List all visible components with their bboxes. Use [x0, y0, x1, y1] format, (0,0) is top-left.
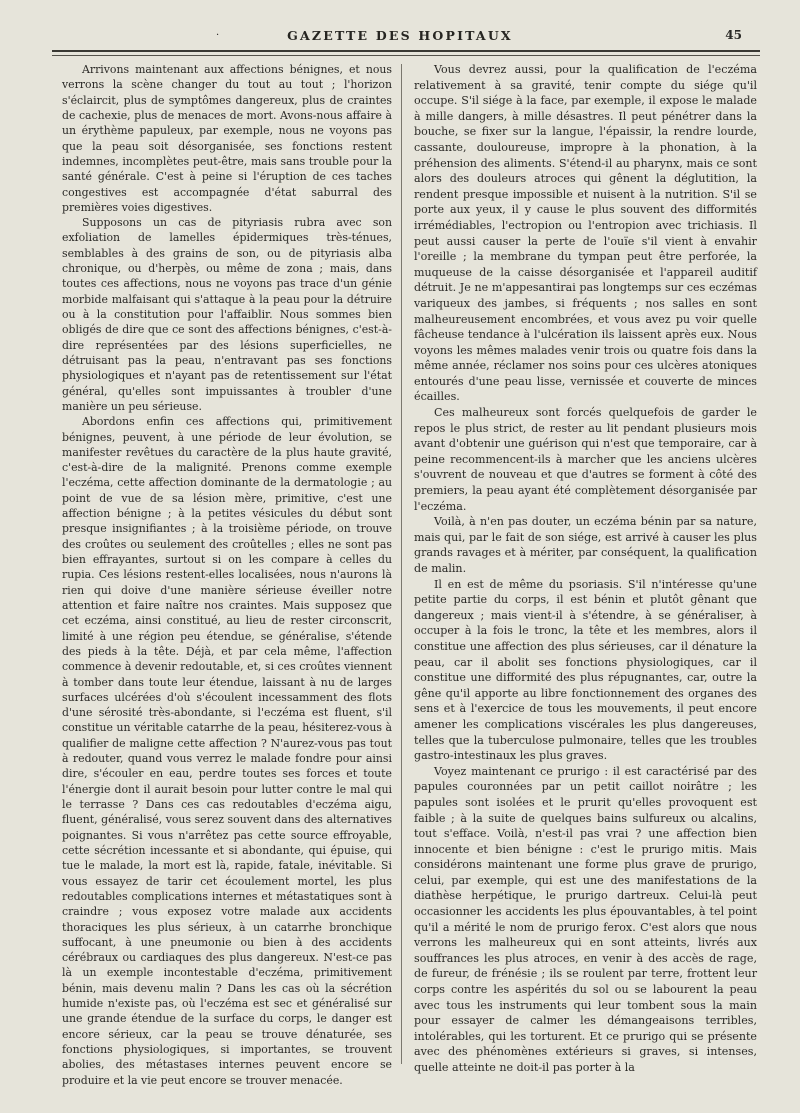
paragraph: Voyez maintenant ce prurigo : il est caractérisé par des papules couronnées par un petit caillot noirâtre ; les papules sont isolées et le prurit qu'elles provoquent est faible ; à la suite de quelques bains sulfureux ou alcalins, tout s'efface. Voilà, n'est-il pas vrai ? une affection bien innocente et bien bénigne : c'est le prurigo mitis. Mais considérons maintenant une forme plus grave de prurigo, celui, par exemple, qui est une des manifestations de la diathèse herpétique, le prurigo dartreux. Celui-là peut occasionner les accidents les plus épouvantables, à tel point qu'il a mérité le nom de prurigo ferox. C'est alors que nous verrons les malheureux qui en sont atteints, livrés aux souffrances les plus atroces, en venir à des accès de rage, de fureur, de frénésie ; ils se roulent par terre, frottent leur corps contre les aspérités du sol ou se labourent la peau avec tous les instruments qui leur tombent sous la main pour essayer de calmer les démangeaisons terribles, intolérables, qui les torturent. Et ce prurigo qui se présente avec des phénomènes extérieurs si graves, si intenses, quelle atteinte ne doit-il pas porter à la [414, 764, 757, 1074]
column-divider [401, 64, 402, 1064]
publication-title: GAZETTE DES HOPITAUX [287, 28, 513, 43]
paragraph: Abordons enfin ces affections qui, primitivement bénignes, peuvent, à une période de leur évolution, se manifester revêtues du caractère de la plus haute gravité, c'est-à-dire de la malignité. Prenons comme exemple l'eczéma, cette affection dominante de la dermatologie ; au point de vue de sa lésion mère, primitive, c'est une affection bénigne ; à la petites vésicules du début sont presque insignifiantes ; à la troisième période, on trouve des croûtes ou seulement des croûtelles ; elles ne sont pas bien effrayantes, surtout si on les compare à celles du rupia. Ces lésions restent-elles localisées, nous n'aurons là rien qui doive d'une manière sérieuse éveiller notre attention et faire naître nos craintes. Mais supposez que cet eczéma, ainsi constitué, au lieu de rester circonscrit, limité à une région peu étendue, se généralise, s'étende des pieds à la tête. Déjà, et par cela même, l'affection commence à devenir redoutable, et, si ces croûtes viennent à tomber dans toute leur étendue, laissant à nu de larges surfaces ulcérées d'où s'écoulent incessamment des flots d'une sérosité très-abondante, si l'eczéma est fluent, s'il constitue un véritable catarrhe de la peau, hésiterez-vous à qualifier de maligne cette affection ? N'aurez-vous pas tout à redouter, quand vous verrez le malade fondre pour ainsi dire, s'écouler en eau, perdre toutes ses forces et toute l'énergie dont il aurait besoin pour lutter contre le mal qui le terrasse ? Dans ces cas redoutables d'eczéma aigu, fluent, généralisé, vous serez souvent dans des alternatives poignantes. Si vous n'arrêtez pas cette source effroyable, cette sécrétion incessante et si abondante, qui épuise, qui tue le malade, la mort est là, rapide, fatale, inévitable. Si vous essayez de tarir cet écoulement mortel, les plus redoutables complications internes et métastatiques sont à craindre ; vous exposez votre malade aux accidents thoraciques les plus sérieux, à un catarrhe bronchique suffocant, à une pneumonie ou bien à des accidents cérébraux ou cardiaques des plus dangereux. N'est-ce pas là un exemple incontestable d'eczéma, primitivement bénin, mais devenu malin ? Dans les cas où la sécrétion humide n'existe pas, où l'eczéma est sec et généralisé sur une grande étendue de la surface du corps, le danger est encore sérieux, car la peau se trouve dénaturée, ses fonctions physiologiques, si importantes, se trouvent abolies, des métastases internes peuvent encore se produire et la vie peut encore se trouver menacée. [62, 415, 392, 1087]
paragraph: Vous devrez aussi, pour la qualification de l'eczéma relativement à sa gravité, tenir compte du siége qu'il occupe. S'il siége à la face, par exemple, il expose le malade à mille dangers, à mille désastres. Il peut pénétrer dans la bouche, se fixer sur la langue, l'épaissir, la rendre lourde, cassante, douloureuse, impropre à la phonation, à la préhension des aliments. S'étend-il au pharynx, mais ce sont alors des douleurs atroces qui gênent la déglutition, la rendent presque impossible et nuisent à la nutrition. S'il se porte aux yeux, il y cause le plus souvent des difformités irrémédiables, l'ectropion ou l'entropion avec trichiasis. Il peut aussi causer la perte de l'ouïe s'il vient à envahir l'oreille ; la membrane du tympan peut être perforée, la muqueuse de la caisse désorganisée et l'appareil auditif détruit. Je ne m'appesantirai pas longtemps sur ces eczémas variqueux des jambes, si fréquents ; nos salles en sont malheureusement encombrées, et vous avez pu voir quelle fâcheuse tendance à l'ulcération ils laissent après eux. Nous voyons les mêmes malades venir trois ou quatre fois dans la même année, réclamer nos soins pour ces ulcères atoniques entourés d'une peau lisse, vernissée et couverte de minces écailles. [414, 63, 757, 404]
paragraph: Il en est de même du psoriasis. S'il n'intéresse qu'une petite partie du corps, il est bénin et plutôt gênant que dangereux ; mais vient-il à s'étendre, à se généraliser, à occuper à la fois le tronc, la tête et les membres, alors il constitue une affection des plus sérieuses, car il dénature la peau, car il abolit ses fonctions physiologiques, car il constitue une difformité des plus répugnantes, car, outre la gêne qu'il apporte au libre fonctionnement des organes des sens et à l'exercice de tous les mouvements, il peut encore amener les complications viscérales les plus dangereuses, telles que la tuberculose pulmonaire, telles que les troubles gastro-intestinaux les plus graves. [414, 577, 757, 763]
right-column [414, 62, 757, 1076]
header-dot: · [216, 30, 220, 41]
header-rule-thin [52, 55, 760, 56]
header-rule-thick [52, 50, 760, 52]
paragraph: Voilà, à n'en pas douter, un eczéma bénin par sa nature, mais qui, par le fait de son siége, est arrivé à causer les plus grands ravages et à mériter, par conséquent, la qualification de malin. [414, 515, 757, 575]
left-column [62, 62, 392, 1088]
paragraph: Supposons un cas de pityriasis rubra avec son exfoliation de lamelles épidermiques très-ténues, semblables à des grains de son, ou de pityriasis alba chronique, ou d'herpès, ou même de zona ; mais, dans toutes ces affections, nous ne voyons pas trace d'un génie morbide malfaisant qui s'attaque à la peau pour la détruire ou à la constitution pour l'affaiblir. Nous sommes bien obligés de dire que ce sont des affections bénignes, c'est-à-dire représentées par des lésions superficielles, ne détruisant pas la peau, n'entravant pas ses fonctions physiologiques et n'ayant pas de retentissement sur l'état général, qu'elles sont impuissantes à troubler d'une manière un peu sérieuse. [62, 216, 392, 413]
paragraph: Arrivons maintenant aux affections bénignes, et nous verrons la scène changer du tout au tout ; l'horizon s'éclaircit, plus de symptômes dangereux, plus de craintes de cachexie, plus de menaces de mort. Avons-nous affaire à un érythème papuleux, par exemple, nous ne voyons pas que la peau soit désorganisée, ses fonctions restent indemnes, incomplètes peut-être, mais sans trouble pour la santé générale. C'est à peine si l'éruption de ces taches congestives est accompagnée d'état saburral des premières voies digestives. [62, 63, 392, 214]
page-number: 45 [725, 28, 742, 42]
page-header [40, 28, 760, 52]
paragraph: Ces malheureux sont forcés quelquefois de garder le repos le plus strict, de rester au lit pendant plusieurs mois avant d'obtenir une guérison qui n'est que temporaire, car à peine recommencent-ils à marcher que les anciens ulcères s'ouvrent de nouveau et que d'autres se forment à côté des premiers, la peau ayant été complètement désorganisée par l'eczéma. [414, 406, 757, 513]
